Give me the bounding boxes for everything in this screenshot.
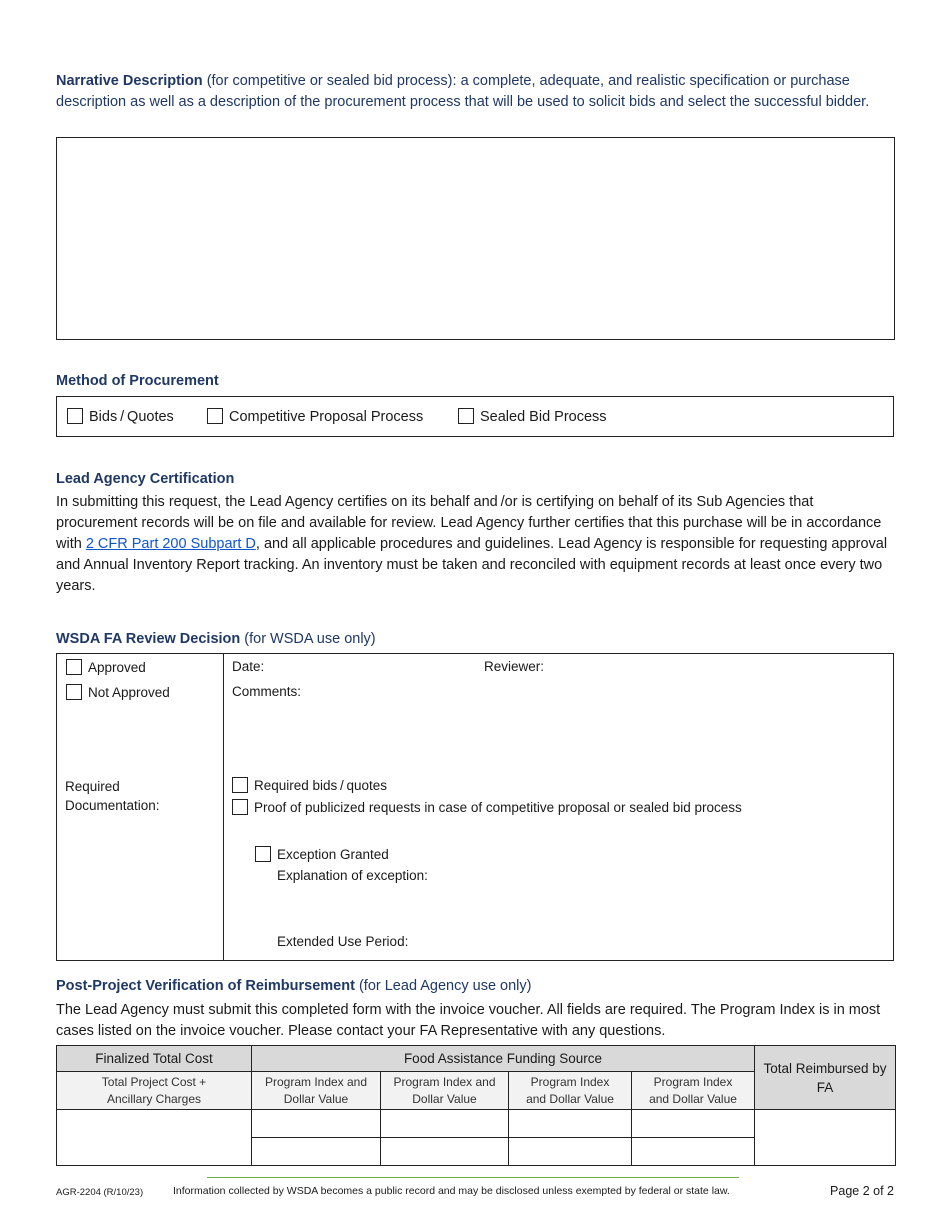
review-heading [56, 631, 376, 647]
certification-text-part2: , and all applicable procedures and guidelines. Lead Agency is responsible for requesting approval and Annual Inventory Report tracking. An inventory must be taken and reconciled with equipment records at least once every two years. [56, 536, 888, 594]
proof-publicized-label: Proof of publicized requests in case of competitive proposal or sealed bid process [254, 800, 742, 815]
competitive-proposal-checkbox[interactable] [207, 408, 223, 424]
total-reimbursed-header: Total Reimbursed by FA [755, 1046, 896, 1110]
reviewer-label: Reviewer: [484, 659, 545, 674]
certification-text [56, 492, 896, 597]
narrative-title: Narrative Description [56, 73, 203, 89]
required-doc-line1: Required [65, 779, 120, 794]
finalized-total-cost-header: Finalized Total Cost [57, 1046, 252, 1072]
program-index-cell-3a[interactable] [509, 1110, 632, 1138]
doc-option-bids[interactable] [232, 777, 387, 793]
verification-qualifier: (for Lead Agency use only) [358, 978, 532, 994]
approved-option[interactable] [66, 659, 146, 675]
cfr-link[interactable]: 2 CFR Part 200 Subpart D [85, 536, 256, 552]
explanation-label: Explanation of exception: [277, 868, 428, 883]
program-index-cell-3b[interactable] [509, 1138, 632, 1166]
approved-label: Approved [88, 660, 146, 675]
not-approved-label: Not Approved [88, 685, 170, 700]
program-index-subheader-2: Program Index and Dollar Value [381, 1072, 509, 1110]
exception-granted-label: Exception Granted [277, 847, 389, 862]
reimbursement-table [56, 1045, 896, 1166]
required-bids-label: Required bids / quotes [254, 778, 387, 793]
bids-quotes-label: Bids / Quotes [89, 409, 174, 425]
program-index-cell-2b[interactable] [381, 1138, 509, 1166]
form-id: AGR-2204 (R/10/23) [56, 1187, 144, 1198]
program-index-cell-4a[interactable] [632, 1110, 755, 1138]
review-title: WSDA FA Review Decision [56, 631, 241, 647]
program-index-cell-1a[interactable] [252, 1110, 381, 1138]
narrative-qualifier: (for competitive or sealed bid process): [206, 73, 457, 89]
exception-granted-checkbox[interactable] [255, 846, 271, 862]
required-documentation-label [65, 777, 160, 815]
proof-publicized-checkbox[interactable] [232, 799, 248, 815]
program-index-subheader-1: Program Index and Dollar Value [252, 1072, 381, 1110]
date-label: Date: [232, 659, 265, 674]
extended-use-label: Extended Use Period: [277, 934, 409, 949]
comments-label: Comments: [232, 684, 302, 699]
review-box [56, 653, 894, 961]
review-qualifier: (for WSDA use only) [244, 631, 376, 647]
program-index-cell-1b[interactable] [252, 1138, 381, 1166]
verification-text: The Lead Agency must submit this completed form with the invoice voucher. All fields are required. The Program Index is in most cases listed on the invoice voucher. Please contact your FA Representative with any questions. [56, 1002, 881, 1039]
narrative-text: a complete, adequate, and realistic specification or purchase description as well as a description of the procurement process that will be used to solicit bids and select the successful bidder. [56, 73, 870, 110]
option-competitive-proposal[interactable] [207, 408, 423, 425]
procurement-options-box [56, 396, 894, 437]
funding-source-header: Food Assistance Funding Source [252, 1046, 755, 1072]
certification-text-part1: In submitting this request, the Lead Agency certifies on its behalf and /or is certifying on behalf of its Sub Agencies that procurement records will be on file and available for review. Lead Agency further certifies that this purchase will be in accordance with [56, 494, 882, 552]
program-index-subheader-3: Program Index and Dollar Value [509, 1072, 632, 1110]
verification-title: Post-Project Verification of Reimbursement [56, 978, 355, 994]
bids-quotes-checkbox[interactable] [67, 408, 83, 424]
verification-heading [56, 978, 531, 994]
total-project-cost-subheader: Total Project Cost + Ancillary Charges [57, 1072, 252, 1110]
option-sealed-bid[interactable] [458, 408, 607, 425]
sealed-bid-checkbox[interactable] [458, 408, 474, 424]
total-reimbursed-cell[interactable] [755, 1110, 896, 1166]
public-record-notice: Information collected by WSDA becomes a public record and may be disclosed unless exempted by federal or state law. [173, 1185, 730, 1197]
option-bids-quotes[interactable] [67, 408, 174, 425]
program-index-cell-2a[interactable] [381, 1110, 509, 1138]
not-approved-checkbox[interactable] [66, 684, 82, 700]
competitive-proposal-label: Competitive Proposal Process [229, 409, 424, 425]
program-index-cell-4b[interactable] [632, 1138, 755, 1166]
footer-divider [207, 1177, 739, 1178]
narrative-textarea[interactable] [56, 137, 895, 340]
approved-checkbox[interactable] [66, 659, 82, 675]
page-number: Page 2 of 2 [830, 1184, 894, 1198]
finalized-total-cost-cell[interactable] [57, 1110, 252, 1166]
program-index-subheader-4: Program Index and Dollar Value [632, 1072, 755, 1110]
review-divider [223, 654, 224, 960]
exception-granted-option[interactable] [255, 846, 389, 862]
sealed-bid-label: Sealed Bid Process [480, 409, 607, 425]
narrative-description [56, 71, 896, 113]
certification-title: Lead Agency Certification [56, 471, 235, 487]
required-doc-line2: Documentation: [65, 798, 160, 813]
procurement-title: Method of Procurement [56, 373, 219, 389]
required-bids-checkbox[interactable] [232, 777, 248, 793]
doc-option-proof[interactable] [232, 799, 742, 815]
not-approved-option[interactable] [66, 684, 170, 700]
